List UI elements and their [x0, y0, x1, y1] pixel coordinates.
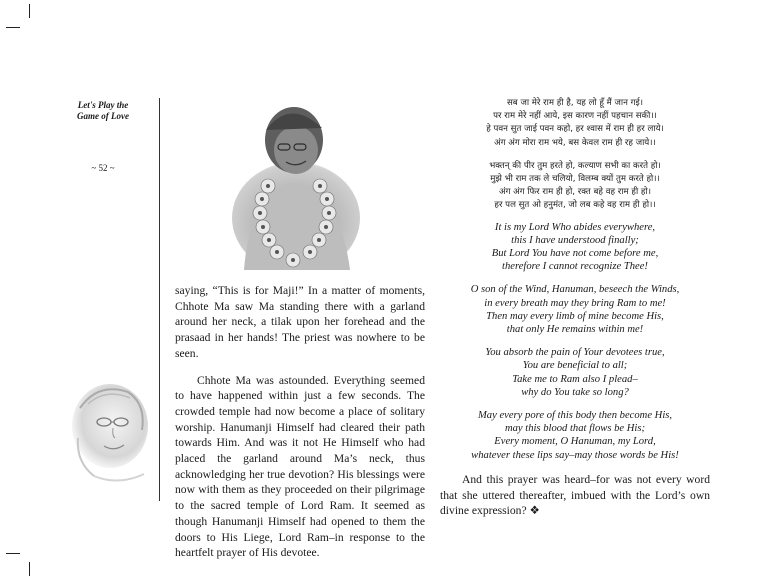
running-title-line1: Let's Play the: [77, 100, 129, 110]
verse-line: why do You take so long?: [521, 386, 629, 398]
verse-line: May every pore of this body then become His,: [477, 410, 673, 422]
left-text-column: [175, 283, 425, 561]
right-text-column: [440, 97, 710, 519]
running-title: [58, 100, 148, 122]
vertical-divider: [159, 98, 160, 501]
crop-mark-top-horizontal: [6, 27, 20, 28]
verse-stanza-2: [440, 283, 710, 336]
hindi-line: पर राम मेरे नहीं आये, इस कारण नहीं पहचान सकी।।: [493, 111, 657, 122]
crop-mark-bottom-horizontal: [6, 553, 20, 554]
verse-line: It is my Lord Who abides everywhere,: [494, 221, 656, 233]
hindi-line: हर पल सुत ओ हनुमंत, जो लब कहे वह राम ही हो।।: [494, 200, 656, 211]
hindi-line: सब जा मेरे राम ही है, यह लो हूँ मैं जान गई।: [507, 98, 643, 108]
verse-line: in every breath may they bring Ram to me!: [484, 297, 666, 309]
verse-line: You absorb the pain of Your devotees true,: [485, 347, 665, 359]
page-number: ~ 52 ~: [91, 163, 115, 173]
hindi-stanza-2: [440, 160, 710, 213]
verse-line: therefore I cannot recognize Thee!: [502, 261, 648, 273]
verse-stanza-3: [440, 346, 710, 399]
running-title-line2: Game of Love: [77, 111, 129, 121]
hindi-line: हे पवन सुत जाई पवन कहो, हर श्वास में राम ही हर लाये।: [486, 124, 664, 135]
verse-line: Take me to Ram also I plead–: [512, 373, 638, 385]
verse-line: whatever these lips say–may those words be His!: [471, 449, 679, 461]
verse-line: You are beneficial to all;: [522, 360, 628, 372]
hindi-line: अंग अंग मोरा राम भये, बस केवल राम ही रह जाये।।: [494, 137, 656, 148]
paragraph-continued: saying, “This is for Maji!” In a matter of moments, Chhote Ma saw Ma standing there with a garland around her neck, a tilak upon her forehead and the prasaad in her hands! The priest was nowhere to be seen.: [175, 284, 425, 360]
crop-mark-bottom-vertical: [29, 562, 30, 576]
paragraph-astounded: Chhote Ma was astounded. Everything seemed to have happened within just a few seconds. The crowded temple had now become a place of solitary worship. Hanumanji Himself had cleared their path towards Him. And was it not He Himself who had placed the garland around Ma’s neck, thus acknowledging her true devotion? His blessings were now with them as they proceeded on their pilgrimage to the sacred temple of Lord Ram. It seemed as though Hanumanji Himself had opened to them the doors to His Liege, Lord Ram–in response to the heartfelt prayer of His devotee.: [175, 373, 425, 560]
sketch-portrait-image: [58, 378, 148, 486]
verse-line: this I have understood finally;: [511, 234, 639, 246]
hindi-line: अंग अंग फिर राम ही हो, रक्त बहे वह राम ही हो।: [499, 187, 651, 198]
verse-line: But Lord You have not come before me,: [491, 248, 659, 260]
hindi-line: मुझे भी राम तक ले चलियो, विलम्ब क्यों तुम करते हो।।: [490, 174, 660, 185]
verse-line: may this blood that flows be His;: [504, 423, 646, 435]
crop-mark-top-vertical: [29, 4, 30, 18]
verse-stanza-4: [440, 409, 710, 462]
verse-line: Then may every limb of mine become His,: [486, 310, 664, 322]
verse-line: Every moment, O Hanuman, my Lord,: [494, 436, 656, 448]
hindi-line: भक्तन् की पीर तुम हरते हो, कल्याण सभी का करते हो।: [489, 160, 661, 171]
verse-line: that only He remains within me!: [506, 324, 644, 336]
portrait-photo-with-garland: [230, 100, 365, 270]
hindi-stanza-1: [440, 97, 710, 150]
closing-paragraph: And this prayer was heard–for was not every word that she uttered thereafter, imbued with the Lord’s own divine expression? ❖: [440, 472, 710, 518]
verse-line: O son of the Wind, Hanuman, beseech the Winds,: [470, 284, 680, 296]
verse-stanza-1: [440, 221, 710, 274]
english-verse: [440, 221, 710, 462]
